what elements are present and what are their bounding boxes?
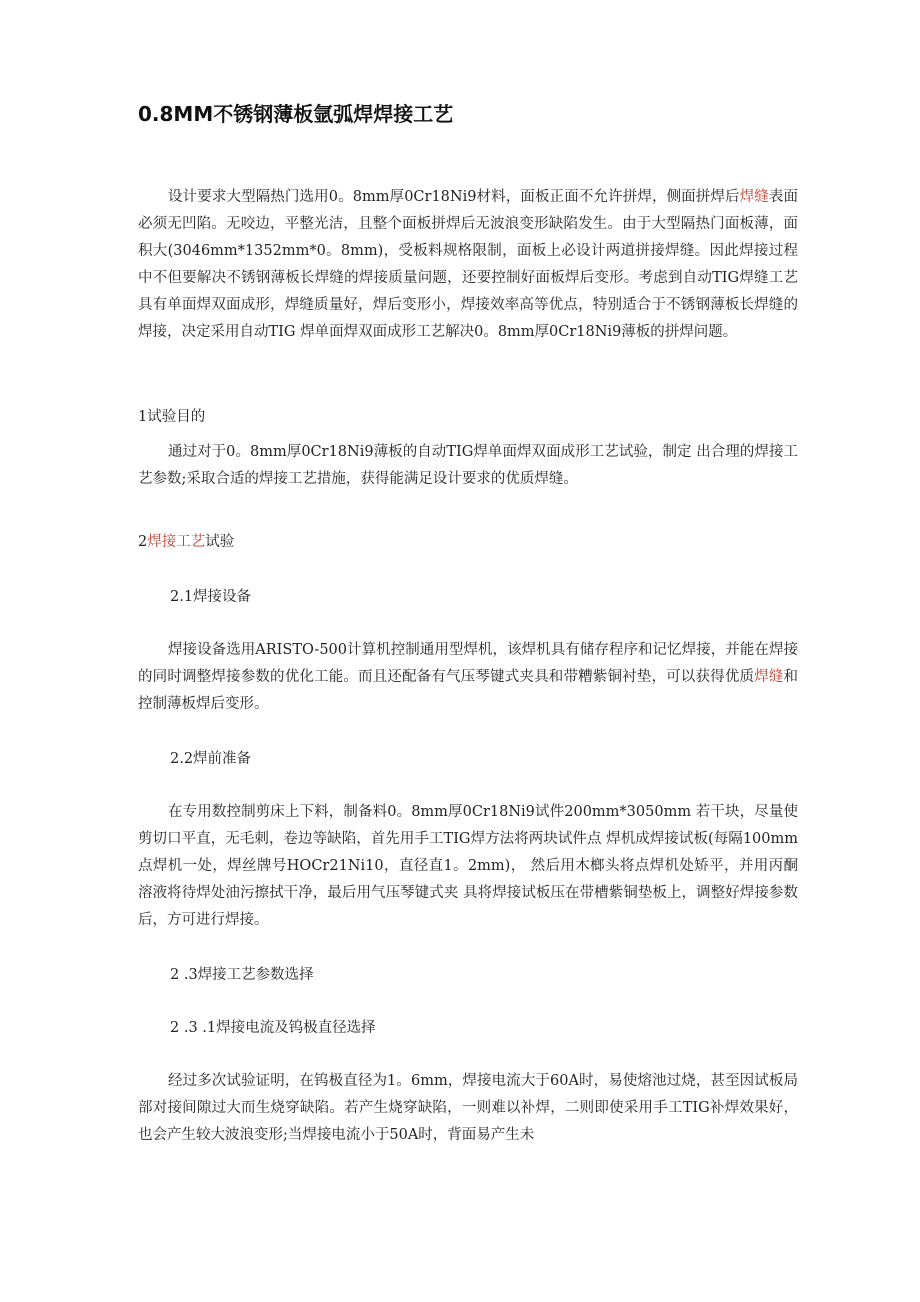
section-2-heading <box>138 529 234 556</box>
intro-paragraph <box>138 184 798 346</box>
weld-seam-link-2[interactable]: 焊缝 <box>754 669 784 685</box>
intro-text-b: 表面必须无凹陷。无咬边，平整光洁，且整个面板拼焊后无波浪变形缺陷发生。由于大型隔热门面板薄，面积大(3046mm*1352mm*0。8mm)，受板料规格限制，面板上必设计两道拼接焊缝。因此焊接过程中不但要解决不锈钢薄板长焊缝的焊接质量问题，还要控制好面板焊后变形。考虑到自动TIG焊缝工艺具有单面焊双面成形，焊缝质量好，焊后变形小，焊接效率高等优点，特别适合于不锈钢薄板长焊缝的焊接，决定采用自动TIG 焊单面焊双面成形工艺解决0。8mm厚0Cr18Ni9薄板的拼焊问题。 <box>138 189 799 340</box>
section-2-1-paragraph <box>138 637 798 718</box>
section-2-1-text-b: 和控制薄板焊后变形。 <box>138 669 798 712</box>
section-2-number: 2 <box>138 534 148 550</box>
section-2-2-paragraph: 在专用数控制剪床上下料，制备料0。8mm厚0Cr18Ni9试件200mm*3050mm 若干块，尽量使剪切口平直，无毛刺，卷边等缺陷，首先用手工TIG焊方法将两块试件点 焊机成焊接试板(每隔100mm点焊机一处，焊丝牌号HOCr21Ni10，直径直1。2mm)， 然后用木榔头将点焊机处矫平，并用丙酮溶液将待焊处油污擦拭干净，最后用气压琴键式夹 具将焊接试板压在带槽紫铜垫板上，调整好焊接参数后，方可进行焊接。 <box>138 804 798 928</box>
document-title: 0.8MM不锈钢薄板氩弧焊焊接工艺 <box>138 102 454 126</box>
welding-process-link[interactable]: 焊接工艺 <box>147 534 206 550</box>
section-1-heading: 1试验目的 <box>138 409 206 425</box>
section-2-3-1-heading: 2 .3 .1焊接电流及钨极直径选择 <box>170 1020 376 1036</box>
section-2-1-heading: 2.1焊接设备 <box>170 589 252 605</box>
section-2-3-heading: 2 .3焊接工艺参数选择 <box>170 967 314 983</box>
section-2-3-1-paragraph: 经过多次试验证明，在钨极直径为1。6mm，焊接电流大于60A时，易使熔池过烧，甚至因试板局部对接间隙过大而生烧穿缺陷。若产生烧穿缺陷，一则难以补焊，二则即使采用手工TIG补焊效果好，也会产生较大波浪变形;当焊接电流小于50A时，背面易产生未 <box>138 1073 798 1143</box>
section-2-2-heading: 2.2焊前准备 <box>170 751 252 767</box>
section-1-paragraph: 通过对于0。8mm厚0Cr18Ni9薄板的自动TIG焊单面焊双面成形工艺试验，制定 出合理的焊接工艺参数;采取合适的焊接工艺措施，获得能满足设计要求的优质焊缝。 <box>138 444 798 487</box>
intro-text-a: 设计要求大型隔热门选用0。8mm厚0Cr18Ni9材料，面板正面不允许拼焊，侧面拼焊后 <box>168 189 740 205</box>
weld-seam-link[interactable]: 焊缝 <box>739 189 769 205</box>
section-2-suffix: 试验 <box>205 534 235 550</box>
section-2-1-text-a: 焊接设备选用ARISTO-500计算机控制通用型焊机，该焊机具有储存程序和记忆焊接，并能在焊接的同时调整焊接参数的优化工能。而且还配备有气压琴键式夹具和带糟紫铜衬垫，可以获得优质 <box>138 642 798 685</box>
